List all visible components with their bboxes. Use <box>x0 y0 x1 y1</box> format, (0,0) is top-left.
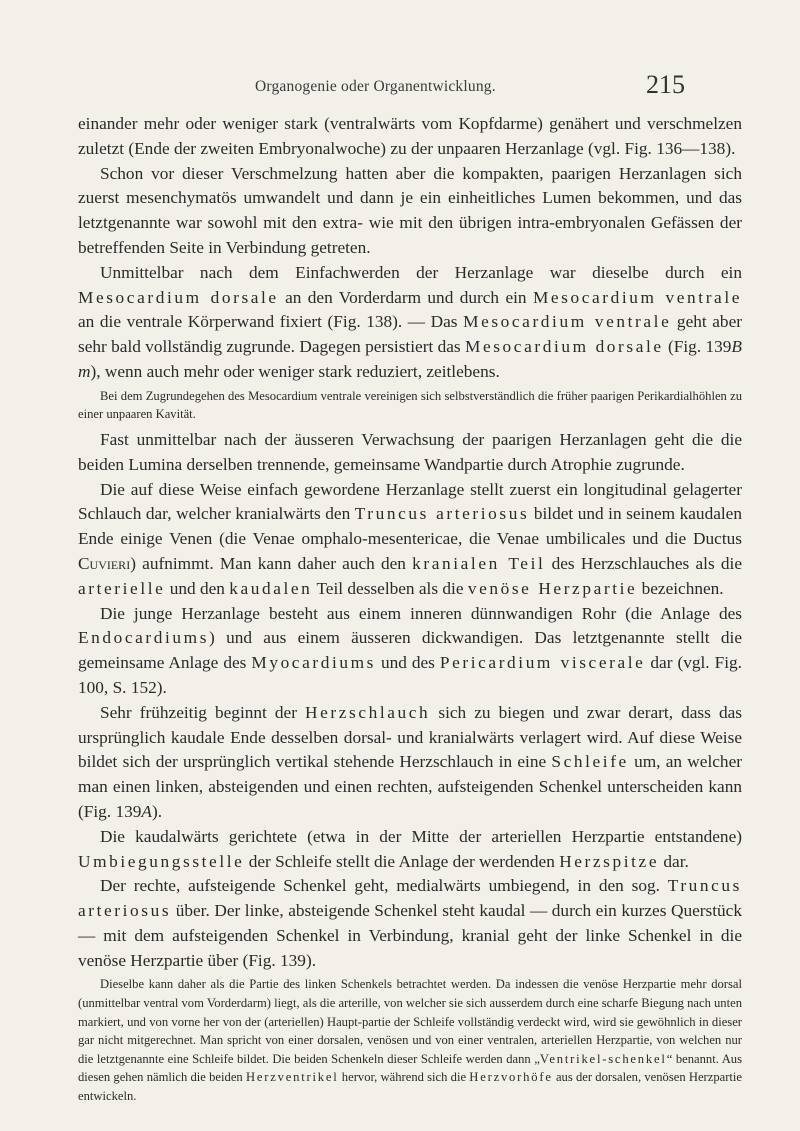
text-run: des Herzschlauches als die <box>545 553 742 573</box>
author-name: Cuvieri <box>78 553 131 573</box>
paragraph <box>78 261 742 385</box>
spaced-term: Schleife <box>551 752 629 772</box>
running-title: Organogenie oder Organentwicklung. <box>255 78 496 95</box>
spaced-term: Mesocardium dorsale <box>465 337 664 357</box>
paragraph <box>78 478 742 602</box>
spaced-term: Pericardium viscerale <box>439 653 646 673</box>
text-run: an die ventrale Körperwand fixiert (Fig. 138). — Das <box>78 312 464 332</box>
text-run: Die kaudalwärts gerichtete (etwa in der Mitte der arteriellen Herzpartie entstandene) <box>100 826 742 846</box>
text-run: hervor, während sich die <box>338 1070 470 1085</box>
text-run: der Schleife stellt die Anlage der werdenden <box>244 851 560 871</box>
text-run: ), wenn auch mehr oder weniger stark reduziert, zeitlebens. <box>90 361 500 381</box>
paragraph <box>78 602 742 701</box>
text-run: Die junge Herzanlage besteht aus einem inneren dünnwandigen Rohr (die Anlage des <box>100 603 742 623</box>
paragraph <box>78 112 742 162</box>
spaced-term: Herzventrikel <box>245 1070 339 1085</box>
spaced-term: Herzschlauch <box>305 702 431 722</box>
text-run: Bei dem Zugrundegehen des Mesocardium ventrale vereinigen sich selbstverständlich die früher paarigen Perikardialhöhlen zu einer unpaaren Kavität. <box>78 388 742 422</box>
spaced-term: venöse Herzpartie <box>467 578 638 598</box>
text-run: und des <box>375 653 440 673</box>
spaced-term: Mesocardium dorsale <box>78 287 279 307</box>
spaced-term: Endocardiums <box>78 628 210 648</box>
text-run: Sehr frühzeitig beginnt der <box>100 702 306 722</box>
text-run: Dieselbe kann daher als die Partie des linken Schenkels betrachtet werden. Da indessen die venöse Herzpartie mehr dorsal (unmittelbar ventral vom Vorderdarm) liegt, als die arterille, von welcher sie sich ausserdem durch eine scharfe Biegung nach unten markiert, und von vorne her von der (arteriellen) Haupt-partie der Schleife vollständig verdeckt wird, wird sie gewöhnlich in dieser gar nicht mitgerechnet. Man spricht von einer dorsalen, venösen und von einer ventralen, arteriellen Herzpartie, von welchen nur die letztgenannte eine Schleife bildet. Die beiden Schenkeln dieser Schleife werden dann „ <box>78 977 742 1066</box>
spaced-term: Mesocardium ventrale <box>532 287 742 307</box>
text-run: dar. <box>659 851 689 871</box>
spaced-term: arterielle <box>78 578 166 598</box>
text-run: “ benannt. Aus diesen gehen nämlich die beiden <box>78 1051 743 1085</box>
text-run: Die auf diese Weise einfach gewordene Herzanlage stellt zuerst ein longitudinal gelagerter Schlauch dar, welcher kranialwärts den <box>78 479 742 524</box>
text-run: dar (vgl. Fig. 100, S. 152). <box>78 653 742 697</box>
text-run: einander mehr oder weniger stark (ventralwärts vom Kopfdarme) genähert und verschmelzen zuletzt (Ende der zweiten Embryonalwoche) zu der unpaaren Herzanlage (vgl. Fig. 136—138). <box>78 114 742 158</box>
paragraph <box>78 162 742 261</box>
text-run: Der rechte, aufsteigende Schenkel geht, medialwärts umbiegend, in den sog. <box>100 876 668 896</box>
paragraph <box>78 428 742 478</box>
page-number: 215 <box>646 70 685 99</box>
text-run: geht aber sehr bald vollständig zugrunde. Dagegen persistiert das <box>78 312 742 357</box>
spaced-term: Myocardiums <box>251 653 376 673</box>
spaced-term: Herzspitze <box>559 851 660 871</box>
text-run: aus der dorsalen, venösen Herzpartie entwickeln. <box>78 1070 742 1104</box>
text-run: um, an welcher man einen linken, absteigenden und einen rechten, aufsteigenden Schenkel unterscheiden kann (Fig. 139 <box>78 752 742 821</box>
running-head <box>255 72 685 106</box>
text-run: ) und aus einem äusseren dickwandigen. Das letztgenannte stellt die gemeinsame Anlage des <box>78 628 742 673</box>
spaced-term: kaudalen <box>229 578 313 598</box>
text-run: ) aufnimmt. Man kann daher auch den <box>130 553 413 573</box>
spaced-term: Herzvorhöfe <box>469 1070 553 1085</box>
footnote-paragraph <box>78 975 742 1105</box>
text-run: über. Der linke, absteigende Schenkel steht kaudal — durch ein kurzes Querstück — mit dem aufsteigenden Schenkel in Verbindung, kranial geht der linke Schenkel in die venöse Herzpartie über (Fig. 139). <box>78 901 742 970</box>
text-run: Schon vor dieser Verschmelzung hatten aber die kompakten, paarigen Herzanlagen sich zuerst mesenchymatös umwandelt und dann je ein einheitliches Lumen bekommen, und das letztgenannte war sowohl mit den extra- wie mit den übrigen intra-embryonalen Gefässen der betreffenden Seite in Verbindung getreten. <box>78 163 742 257</box>
text-run: Unmittelbar nach dem Einfachwerden der Herzanlage war dieselbe durch ein <box>100 262 742 282</box>
figure-ref: B m <box>78 337 742 381</box>
spaced-term: Truncus arteriosus <box>78 876 742 921</box>
footnote-paragraph <box>78 387 742 424</box>
text-run: und den <box>165 578 230 598</box>
paragraph <box>78 874 742 973</box>
text-run: Fast unmittelbar nach der äusseren Verwachsung der paarigen Herzanlagen geht die die beiden Lumina derselben trennende, gemeinsame Wandpartie durch Atrophie zugrunde. <box>78 429 742 474</box>
text-run: an den Vorderdarm und durch ein <box>278 287 533 307</box>
spaced-term: Mesocardium ventrale <box>463 312 672 332</box>
spaced-term: Truncus arteriosus <box>354 504 530 524</box>
figure-ref: A <box>141 801 152 821</box>
paragraph <box>78 701 742 825</box>
text-run: bildet und in seinem kaudalen Ende einige Venen (die Venae omphalo-mesentericae, die Venae umbilicales und die Ductus <box>78 504 742 549</box>
spaced-term: Umbiegungsstelle <box>78 851 245 871</box>
text-run: bezeichnen. <box>637 578 724 598</box>
text-run: Teil desselben als die <box>312 578 468 598</box>
text-run: ). <box>151 801 163 821</box>
spaced-term: kranialen Teil <box>412 553 546 573</box>
text-run: sich zu biegen und zwar derart, dass das ursprünglich kaudale Ende desselben dorsal- und kranialwärts verlagert wird. Auf diese Weise bildet sich der ursprünglich vertikal stehende Herzschlauch in eine <box>78 702 742 772</box>
body-text <box>78 112 742 1110</box>
paragraph <box>78 825 742 875</box>
text-run: (Fig. 139 <box>663 337 732 357</box>
spaced-term: Ventrikel-schenkel <box>539 1051 667 1066</box>
